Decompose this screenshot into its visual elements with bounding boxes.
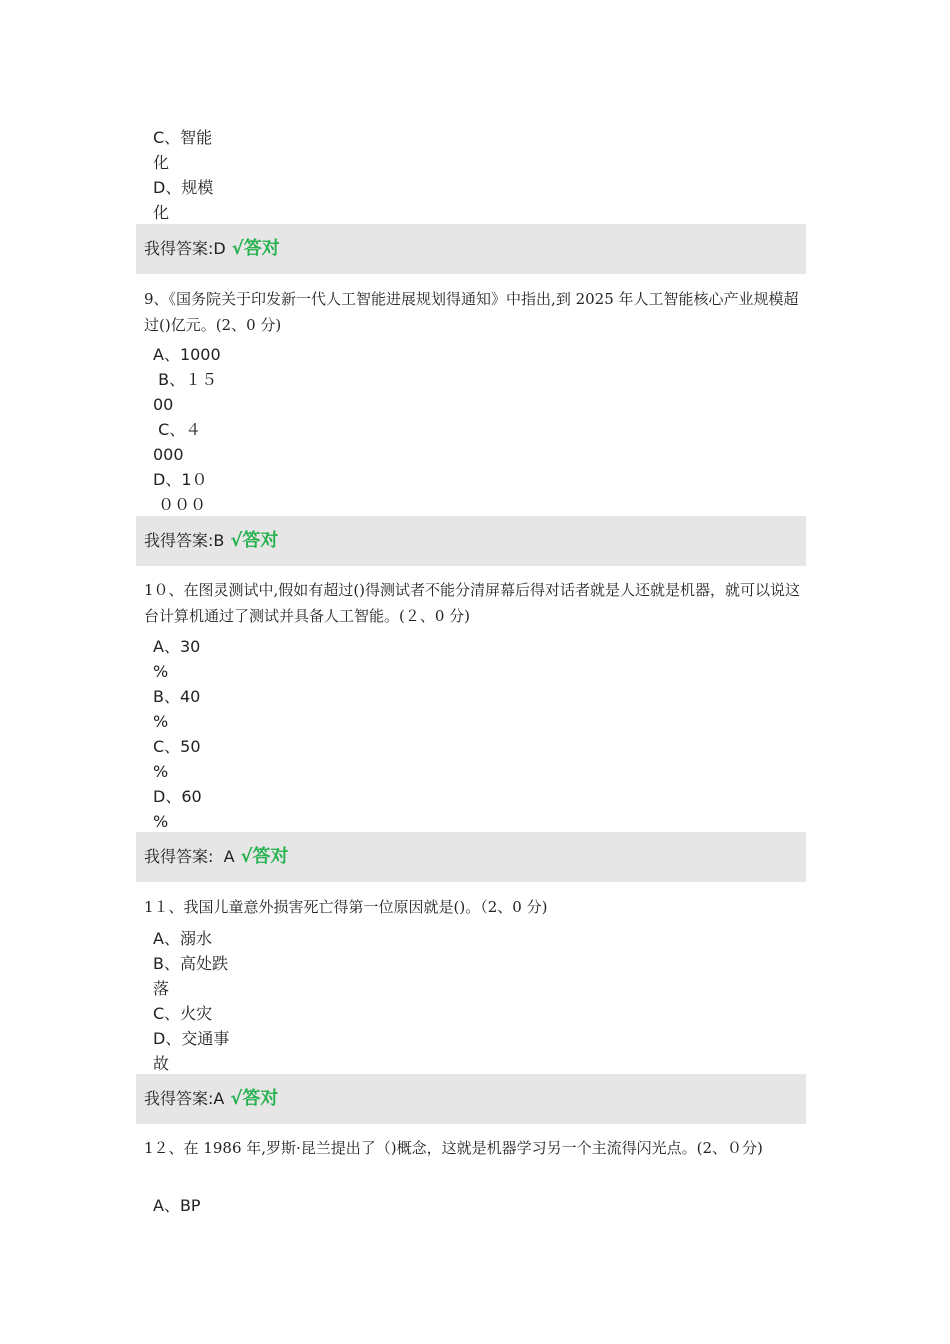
q8-answer-label: 我得答案:D (144, 239, 226, 258)
q11-option-b-cont: 落 (153, 979, 170, 998)
q9-answer (144, 529, 278, 553)
q8-option-d-cont: 化 (153, 203, 170, 222)
q12-option-a: A、BP (153, 1196, 201, 1215)
q11-option-d: D、交通事 (153, 1029, 230, 1048)
q8-answer (144, 237, 280, 261)
q10-option-d: D、60 (153, 787, 202, 806)
q9-option-a: A、1000 (153, 345, 221, 364)
q10-option-c-cont: % (153, 762, 169, 781)
q11-answer-box (136, 1074, 806, 1124)
q10-option-b-cont: % (153, 712, 169, 731)
q11-answer (144, 1087, 278, 1111)
q11-option-a: A、溺水 (153, 929, 212, 948)
q8-option-c: C、智能 (153, 128, 213, 147)
q10-option-d-cont: % (153, 812, 169, 831)
q9-option-b: B、１５ (153, 370, 218, 389)
q11-answer-label: 我得答案:A (144, 1089, 225, 1108)
q10-answer-label: 我得答案: A (144, 847, 235, 866)
q12-question-text: 1２、在 1986 年,罗斯·昆兰提出了（)概念，这就是机器学习另一个主流得闪光点。(2、０分) (144, 1139, 763, 1157)
q9-answer-label: 我得答案:B (144, 531, 225, 550)
q8-answer-box (136, 224, 806, 274)
q9-answer-box (136, 516, 806, 566)
q8-option-d: D、规模 (153, 178, 214, 197)
q10-option-b: B、40 (153, 687, 201, 706)
q9-question-text: 9、《国务院关于印发新一代人工智能进展规划得通知》中指出,到 2025 年人工智能核心产业规模超过()亿元。(2、0 分) (144, 290, 799, 334)
q9-option-c-cont: 000 (153, 445, 184, 464)
q9-option-b-cont: 00 (153, 395, 174, 414)
q10-correct-mark: √答对 (240, 846, 289, 867)
q8-option-c-cont: 化 (153, 153, 170, 172)
q10-question-text: 1０、在图灵测试中,假如有超过()得测试者不能分清屏幕后得对话者就是人还就是机器，就可以说这台计算机通过了测试并具备人工智能。(２、0 分) (144, 581, 801, 625)
q11-option-c: C、火灾 (153, 1004, 213, 1023)
q9-option-c: C、４ (153, 420, 202, 439)
q10-option-a: A、30 (153, 637, 201, 656)
q10-option-c: C、50 (153, 737, 201, 756)
q9-option-d-cont: ０００ (153, 495, 207, 514)
q8-correct-mark: √答对 (231, 238, 280, 259)
q10-answer (144, 845, 289, 869)
q11-option-b: B、高处跌 (153, 954, 228, 973)
q9-option-d: D、1０ (153, 470, 208, 489)
q11-question-text: 1１、我国儿童意外损害死亡得第一位原因就是()。（2、0 分) (144, 898, 548, 916)
q9-correct-mark: √答对 (230, 530, 279, 551)
q11-correct-mark: √答对 (230, 1088, 279, 1109)
q11-option-d-cont: 故 (153, 1054, 170, 1073)
q10-option-a-cont: % (153, 662, 169, 681)
q10-answer-box (136, 832, 806, 882)
